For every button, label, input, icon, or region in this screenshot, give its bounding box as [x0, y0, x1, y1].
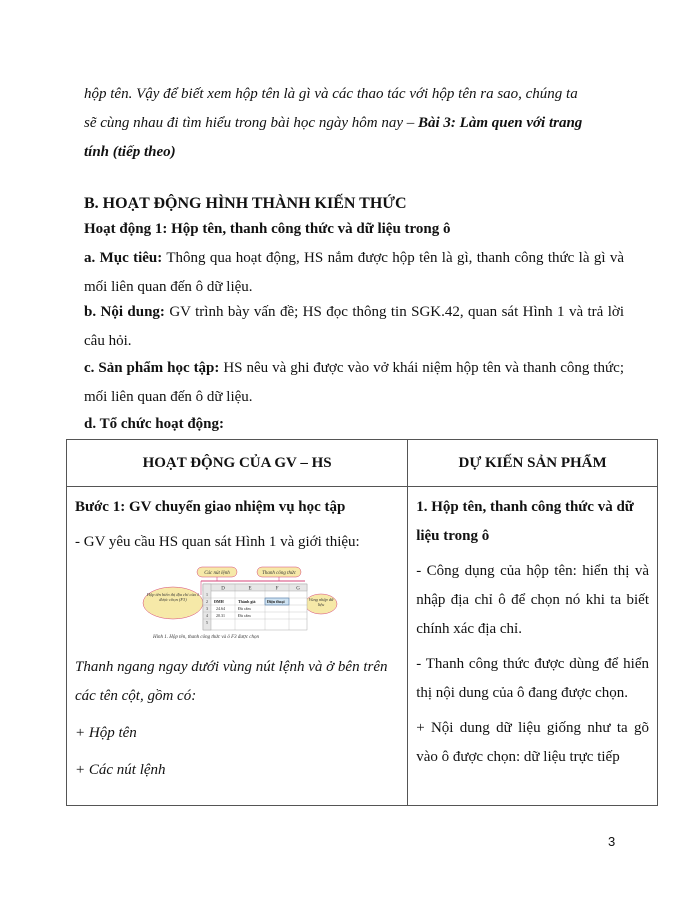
- row-number: 2: [206, 599, 208, 604]
- table-header-row: [67, 440, 658, 487]
- cell-f2: Điện thoại: [267, 599, 285, 604]
- instruction-text: - GV yêu cầu HS quan sát Hình 1 và giới thiệu:: [75, 534, 360, 550]
- bar-description: Thanh ngang ngay dưới vùng nút lệnh và ở bên trên các tên cột, gồm có:: [75, 659, 388, 704]
- intro-paragraph: [84, 80, 624, 167]
- objective-text: Thông qua hoạt động, HS nắm được hộp tên là gì, thanh công thức là gì và mối liên quan đến ô dữ liệu.: [84, 250, 624, 295]
- row-number: 5: [206, 620, 208, 625]
- figure-1: [139, 565, 339, 643]
- activity-table: [66, 439, 658, 806]
- intro-line-2: sẽ cùng nhau đi tìm hiểu trong bài học ngày hôm nay –: [84, 115, 418, 131]
- header-teacher-student: HOẠT ĐỘNG CỦA GV – HS: [67, 440, 408, 487]
- product-text: HS nêu và ghi được vào vở khái niệm hộp tên và thanh công thức; mối liên quan đến ô dữ liệu.: [84, 360, 625, 405]
- content-paragraph: [84, 298, 624, 356]
- column-header-bar: [203, 584, 307, 591]
- cell-e3: Đủ cấm: [238, 606, 251, 611]
- step-title: Bước 1: GV chuyển giao nhiệm vụ học tập: [75, 499, 346, 515]
- content-text: GV trình bày vấn đề; HS đọc thông tin SGK.42, quan sát Hình 1 và trả lời câu hỏi.: [84, 304, 624, 349]
- content-label: b. Nội dung:: [84, 304, 165, 320]
- callout-formula: Thanh công thức: [262, 571, 296, 576]
- data-content-note: + Nội dung dữ liệu giống như ta gõ vào ô được chọn: dữ liệu trực tiếp: [416, 720, 649, 765]
- formula-bar-usage: - Thanh công thức được dùng để hiển thị nội dung của ô đang được chọn.: [416, 656, 649, 701]
- namebox-usage: - Công dụng của hộp tên: hiển thị và nhập địa chỉ ô để chọn nó khi ta biết chính xác địa chỉ.: [416, 563, 649, 637]
- col-header-f: F: [275, 586, 279, 592]
- header-expected-product: DỰ KIẾN SẢN PHẨM: [408, 440, 658, 487]
- activity-title: Hoạt động 1: Hộp tên, thanh công thức và dữ liệu trong ô: [84, 221, 451, 237]
- cell-e4: Đủ cấm: [238, 613, 251, 618]
- callout-namebox: Hộp tên hiển thị địa chỉ của ô được chọn (F3): [146, 592, 200, 603]
- col-header-e: E: [248, 586, 252, 592]
- list-item-namebox: + Hộp tên: [75, 725, 137, 741]
- table-row: [67, 487, 658, 806]
- col-header-d: D: [221, 586, 225, 592]
- row-number: 1: [206, 592, 208, 597]
- product-paragraph: [84, 354, 624, 412]
- right-cell: [408, 487, 658, 806]
- objective-paragraph: [84, 244, 624, 302]
- product-title: 1. Hộp tên, thanh công thức và dữ liệu trong ô: [416, 499, 634, 544]
- list-item-buttons: + Các nút lệnh: [75, 762, 166, 778]
- cell-d3: 24.64: [216, 606, 225, 611]
- intro-line-1: hộp tên. Vậy để biết xem hộp tên là gì và các thao tác với hộp tên ra sao, chúng ta: [84, 86, 578, 102]
- page-number: 3: [608, 834, 616, 849]
- section-heading: B. HOẠT ĐỘNG HÌNH THÀNH KIẾN THỨC: [84, 195, 407, 212]
- callout-area: Vùng nhập dữ liệu: [308, 597, 334, 608]
- cell-d4: 20.31: [216, 613, 225, 618]
- callout-area-wrap: [307, 597, 335, 613]
- row-number: 4: [206, 613, 208, 618]
- lesson-title-part-2: tính (tiếp theo): [84, 144, 176, 160]
- figure-caption: Hình 1. Hộp tên, thanh công thức và ô F3 được chọn: [153, 635, 260, 640]
- lesson-title-part-1: Bài 3: Làm quen với trang: [417, 115, 583, 131]
- callout-buttons: Các nút lệnh: [204, 571, 230, 576]
- row-number: 3: [206, 606, 208, 611]
- col-header-g: G: [296, 586, 300, 592]
- callout-namebox-wrap: [145, 592, 201, 616]
- objective-label: a. Mục tiêu:: [84, 250, 163, 266]
- spreadsheet-figure: [139, 565, 339, 643]
- left-cell: [67, 487, 408, 806]
- cell-e2: Thành giả: [238, 599, 256, 604]
- product-label: c. Sản phẩm học tập:: [84, 360, 220, 376]
- cell-d2: ĐMH: [214, 599, 224, 604]
- organize-label: d. Tổ chức hoạt động:: [84, 416, 225, 432]
